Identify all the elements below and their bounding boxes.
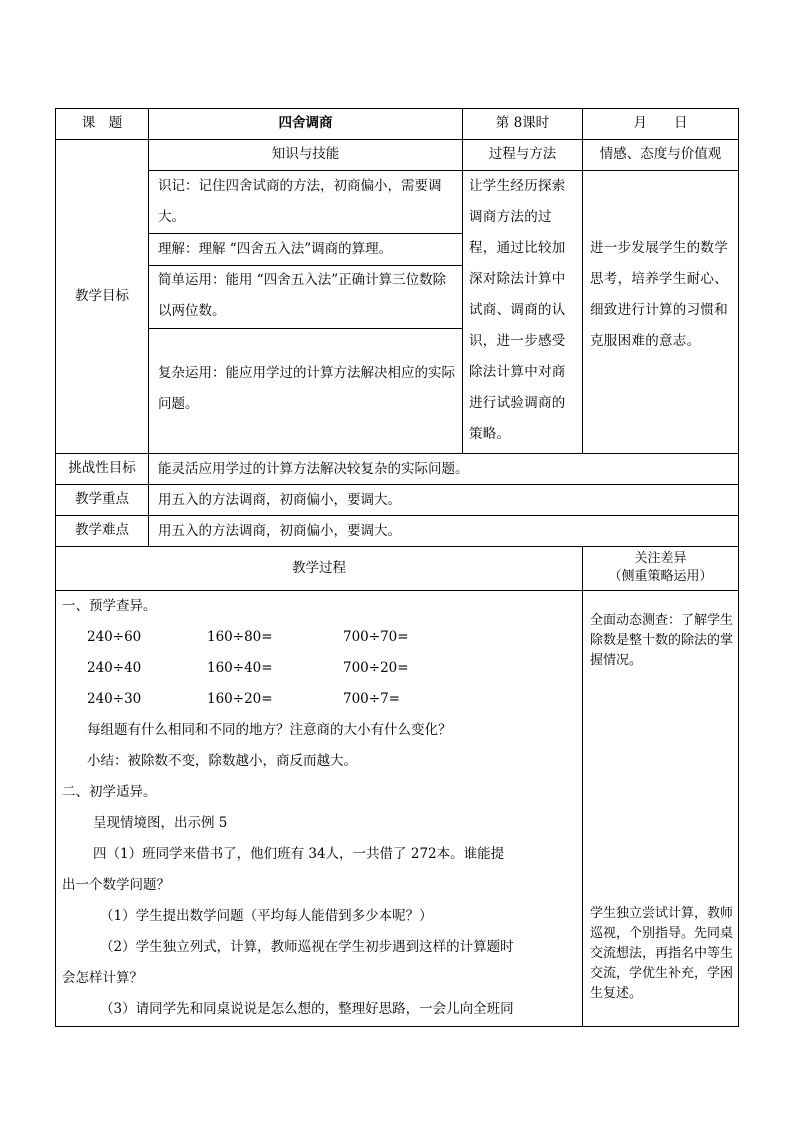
exercise-cell: 700÷20= xyxy=(343,660,409,676)
knowledge-item-memorize: 识记：记住四舍试商的方法，初商偏小，需要调大。 xyxy=(158,178,442,225)
rule xyxy=(55,590,739,591)
knowledge-item-complex-apply: 复杂运用：能应用学过的计算方法解决相应的实际问题。 xyxy=(158,365,455,412)
knowledge-item-understand: 理解：理解 “四舍五入法”调商的算理。 xyxy=(158,241,393,257)
exercise-cell: 160÷80= xyxy=(207,629,273,645)
difficulty-text: 用五入的方法调商，初商偏小，要调大。 xyxy=(158,523,401,539)
exercise-cell: 240÷30 xyxy=(87,691,142,707)
goals-label: 教学目标 xyxy=(75,287,129,304)
rule xyxy=(55,453,739,454)
challenge-label: 挑战性目标 xyxy=(68,460,136,477)
exercise-cell: 700÷70= xyxy=(343,629,409,645)
difficulty-label: 教学难点 xyxy=(75,522,129,539)
comparison-question: 每组题有什么相同和不同的地方？注意商的大小有什么变化？ xyxy=(87,722,452,738)
side-subtitle: （侧重策略运用） xyxy=(608,569,713,584)
step-3: （3）请同学先和同桌说说是怎么想的，整理好思路，一会儿向全班同 xyxy=(100,1001,514,1017)
rule xyxy=(55,515,739,516)
rule xyxy=(582,546,583,1026)
exercise-cell: 700÷7= xyxy=(343,691,400,707)
challenge-text: 能灵活应用学过的计算方法解决较复杂的实际问题。 xyxy=(158,461,469,477)
story-line-1: 四（1）班同学来借书了，他们班有 34人，一共借了 272本。谁能提 xyxy=(93,846,505,862)
rule xyxy=(148,328,462,329)
lesson-date: 月 日 xyxy=(633,115,688,132)
rule xyxy=(738,108,739,1027)
lesson-number: 第 8课时 xyxy=(495,115,550,132)
exercise-cell: 240÷40 xyxy=(87,660,142,676)
story-line-2: 出一个数学问题？ xyxy=(62,877,170,893)
step-1: （1）学生提出数学问题（平均每人能借到多少本呢？） xyxy=(100,908,433,924)
lesson-topic: 四舍调商 xyxy=(278,115,333,132)
goals-col-emotion: 情感、态度与价值观 xyxy=(599,146,722,163)
section-initial: 二、初学适异。 xyxy=(62,784,157,800)
side-note-trial: 学生独立尝试计算，教师巡视，个别指导。先同桌交流想法，再指名中等生交流，学优生补充，学困生复述。 xyxy=(590,906,734,1001)
side-title: 关注差异 xyxy=(634,551,687,566)
knowledge-item-simple-apply: 简单运用：能用 “四舍五入法”正确计算三位数除以两位数。 xyxy=(158,272,447,319)
goals-col-process: 过程与方法 xyxy=(488,146,557,163)
process-method-text: 让学生经历探索调商方法的过程，通过比较加深对除法计算中试商、调商的认识，进一步感受除法计算中对商进行试验调商的策略。 xyxy=(469,178,566,442)
step-2-line-1: （2）学生独立列式，计算，教师巡视在学生初步遇到这样的计算题时 xyxy=(100,939,514,955)
side-note-testing: 全面动态测查：了解学生除数是整十数的除法的掌握情况。 xyxy=(590,613,734,668)
rule xyxy=(55,484,739,485)
emotion-value-text: 进一步发展学生的数学思考，培养学生耐心、细致进行计算的习惯和克服困难的意志。 xyxy=(590,240,728,349)
show-example: 呈现情境图，出示例 5 xyxy=(93,815,228,831)
rule xyxy=(148,108,149,546)
exercise-cell: 240÷60 xyxy=(87,629,142,645)
summary-text: 小结：被除数不变，除数越小，商反而越大。 xyxy=(87,753,357,769)
rule xyxy=(55,1026,739,1027)
key-point-text: 用五入的方法调商，初商偏小，要调大。 xyxy=(158,492,401,508)
topic-label: 课 题 xyxy=(81,115,123,132)
exercise-cell: 160÷40= xyxy=(207,660,273,676)
exercise-cell: 160÷20= xyxy=(207,691,273,707)
process-title: 教学过程 xyxy=(292,559,346,576)
key-point-label: 教学重点 xyxy=(75,491,129,508)
section-preview: 一、预学查异。 xyxy=(62,598,157,614)
goals-col-knowledge: 知识与技能 xyxy=(271,146,340,163)
step-2-line-2: 会怎样计算？ xyxy=(62,970,143,986)
